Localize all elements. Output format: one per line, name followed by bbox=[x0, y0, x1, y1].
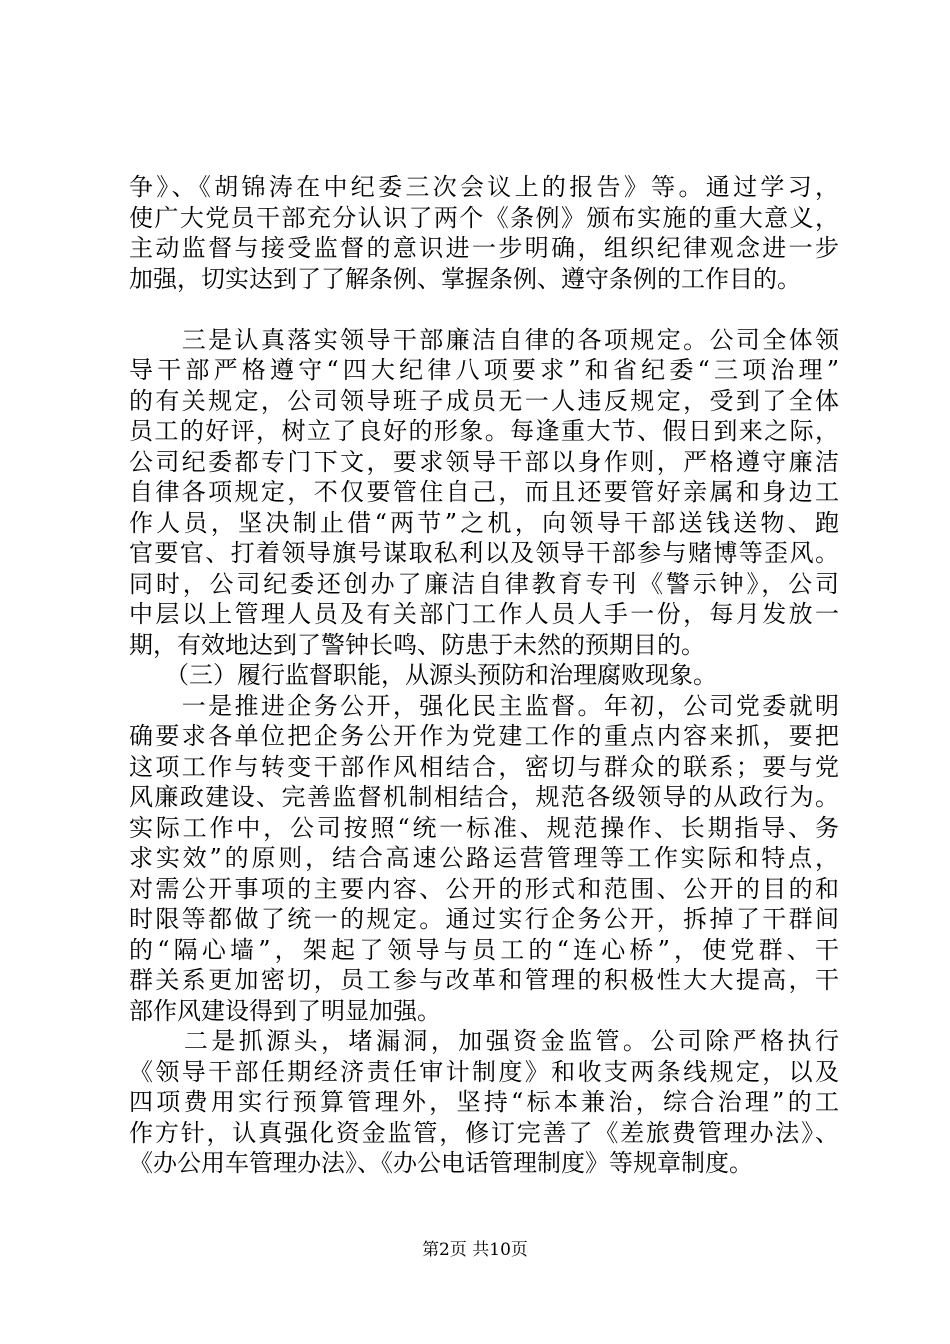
page-footer bbox=[0, 1239, 950, 1261]
text-line: 时限等都做了统一的规定。通过实行企务公开，拆掉了干群间 bbox=[129, 905, 839, 933]
text-line: 群关系更加密切，员工参与改革和管理的积极性大大提高，干 bbox=[129, 966, 839, 994]
text-line: 主动监督与接受监督的意识进一步明确，组织纪律观念进一步 bbox=[129, 234, 839, 262]
text-line: 四项费用实行预算管理外，坚持“标本兼治，综合治理”的工 bbox=[129, 1088, 839, 1116]
text-line: 的有关规定，公司领导班子成员无一人违反规定，受到了全体 bbox=[129, 386, 839, 415]
section-heading: （三）履行监督职能，从源头预防和治理腐败现象。 bbox=[129, 661, 717, 689]
text-line: 中层以上管理人员及有关部门工作人员人手一份，每月发放一 bbox=[129, 600, 839, 628]
text-line: 《领导干部任期经济责任审计制度》和收支两条线规定，以及 bbox=[129, 1057, 839, 1086]
text-line: 一是推进企务公开，强化民主监督。年初，公司党委就明 bbox=[129, 691, 839, 720]
text-line: 对需公开事项的主要内容、公开的形式和范围、公开的目的和 bbox=[129, 874, 839, 903]
text-line: 使广大党员干部充分认识了两个《条例》颁布实施的重大意义， bbox=[129, 203, 839, 232]
text-line: 这项工作与转变干部作风相结合，密切与群众的联系；要与党 bbox=[129, 752, 839, 781]
text-line: 确要求各单位把企务公开作为党建工作的重点内容来抓，要把 bbox=[129, 722, 839, 750]
text-line: 求实效”的原则，结合高速公路运营管理等工作实际和特点， bbox=[129, 844, 839, 872]
text-line: 作方针，认真强化资金监管，修订完善了《差旅费管理办法》、 bbox=[129, 1118, 839, 1147]
text-line: 加强，切实达到了了解条例、掌握条例、遵守条例的工作目的。 bbox=[129, 264, 801, 293]
body-text bbox=[129, 172, 839, 1179]
text-line: 三是认真落实领导干部廉洁自律的各项规定。公司全体领 bbox=[129, 325, 839, 354]
text-line: 员工的好评，树立了良好的形象。每逢重大节、假日到来之际， bbox=[129, 417, 839, 445]
text-line: 部作风建设得到了明显加强。 bbox=[129, 996, 441, 1025]
text-line: 作人员，坚决制止借“两节”之机，向领导干部送钱送物、跑 bbox=[129, 508, 839, 537]
text-line: 公司纪委都专门下文，要求领导干部以身作则，严格遵守廉洁 bbox=[129, 447, 839, 476]
paragraph-gap bbox=[129, 294, 839, 325]
page-number-label: 第2页 共10页 bbox=[422, 1240, 528, 1260]
text-line: 风廉政建设、完善监督机制相结合，规范各级领导的从政行为。 bbox=[129, 783, 839, 811]
text-line: 同时，公司纪委还创办了廉洁自律教育专刊《警示钟》，公司 bbox=[129, 569, 839, 598]
text-line: 自律各项规定，不仅要管住自己，而且还要管好亲属和身边工 bbox=[129, 478, 839, 506]
text-line: 导干部严格遵守“四大纪律八项要求”和省纪委“三项治理” bbox=[129, 356, 839, 384]
text-line: 期，有效地达到了警钟长鸣、防患于未然的预期目的。 bbox=[129, 630, 705, 659]
text-line: 官要官、打着领导旗号谋取私利以及领导干部参与赌博等歪风。 bbox=[129, 539, 839, 567]
text-line: 实际工作中，公司按照“统一标准、规范操作、长期指导、务 bbox=[129, 813, 839, 842]
text-line: 二是抓源头，堵漏洞，加强资金监管。公司除严格执行 bbox=[129, 1027, 839, 1055]
text-line: 《办公用车管理办法》、《办公电话管理制度》等规章制度。 bbox=[129, 1149, 753, 1177]
text-line: 争》、《胡锦涛在中纪委三次会议上的报告》等。通过学习， bbox=[129, 173, 839, 201]
text-line: 的“隔心墙”，架起了领导与员工的“连心桥”，使党群、干 bbox=[129, 935, 839, 964]
